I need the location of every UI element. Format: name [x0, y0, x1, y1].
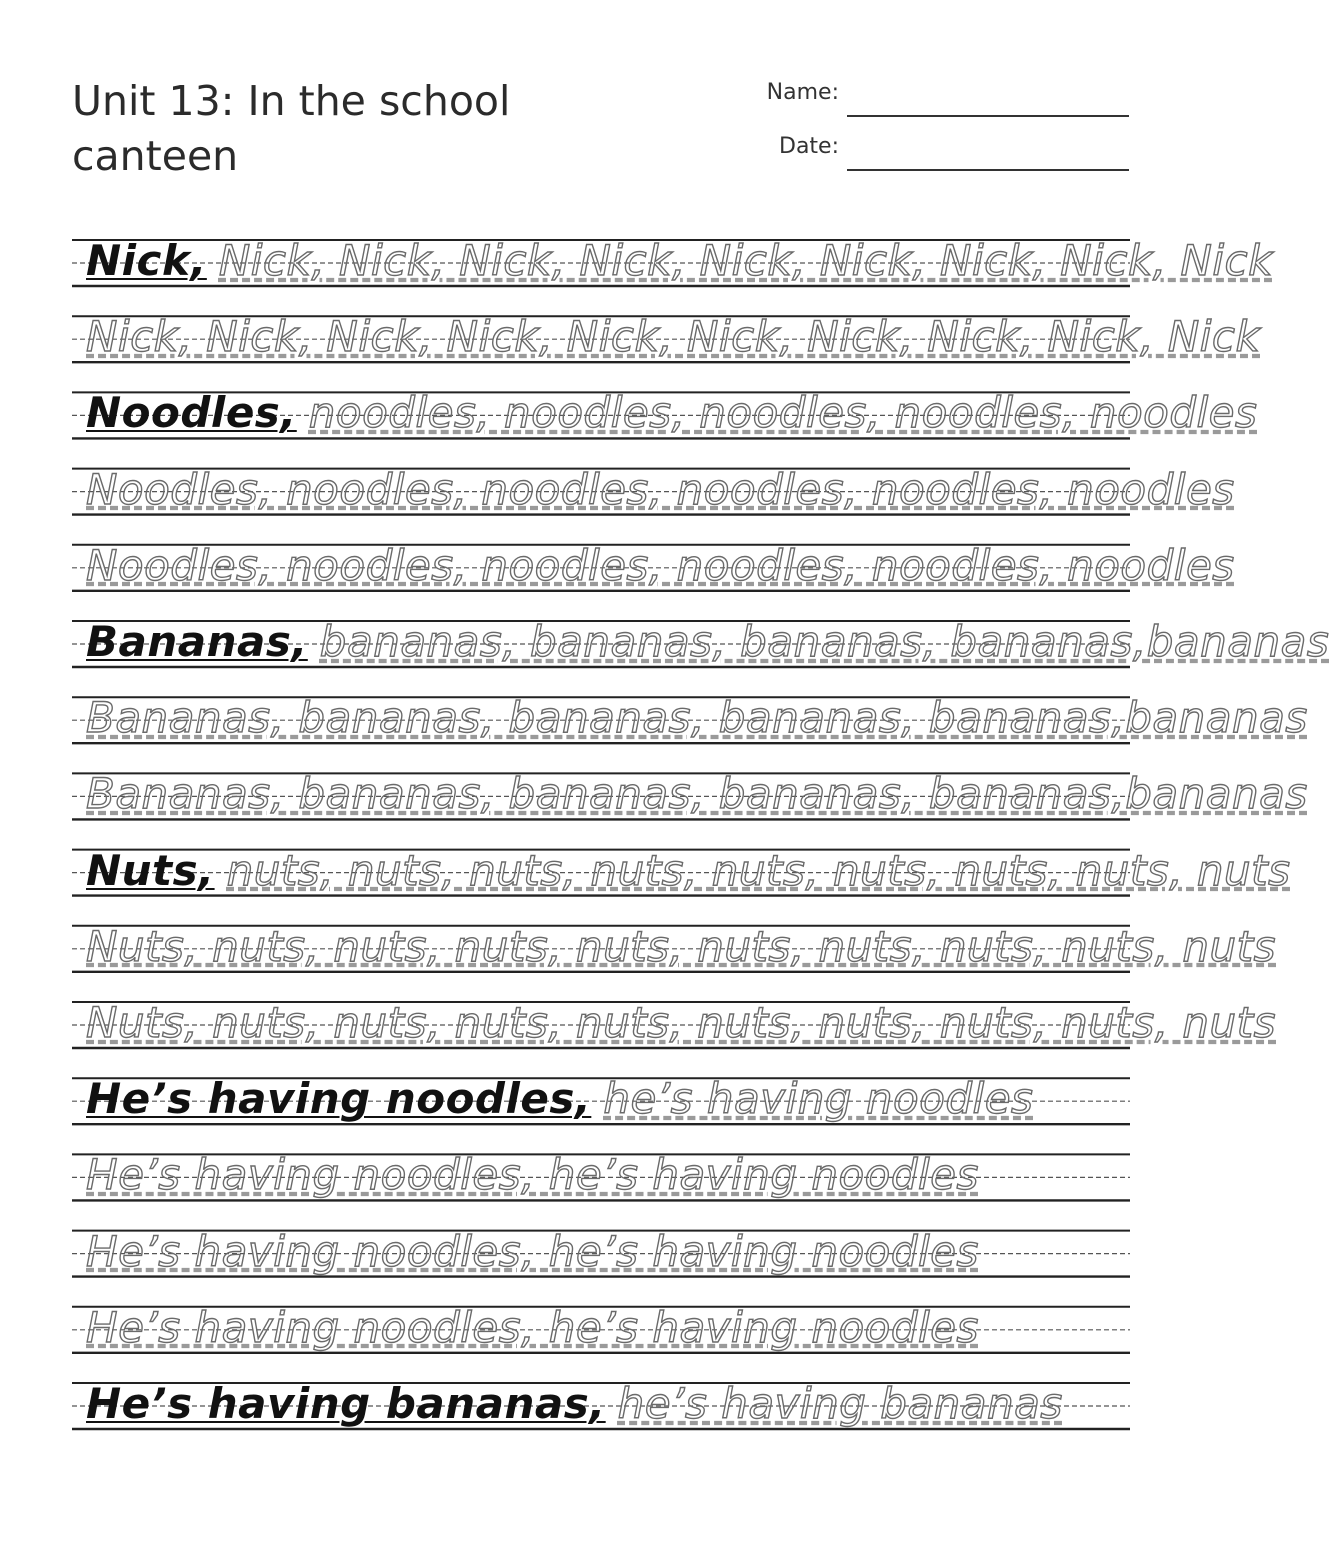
tracing-text: nuts, nuts, nuts, nuts, nuts, nuts, nuts, nuts, nuts	[226, 845, 1291, 895]
name-label: Name:	[766, 80, 839, 105]
tracing-text: He’s having noodles, he’s having noodles	[86, 1302, 979, 1352]
tracing-text: Noodles, noodles, noodles, noodles, noodles, noodles	[86, 540, 1235, 590]
tracing-text: Bananas, bananas, bananas, bananas, bananas,bananas	[86, 693, 1308, 743]
practice-row	[86, 767, 1308, 821]
model-word: Noodles,	[86, 388, 297, 438]
practice-row	[86, 539, 1235, 593]
model-word: He’s having bananas,	[86, 1379, 606, 1428]
tracing-text: he’s having noodles	[603, 1074, 1034, 1124]
date-label: Date:	[779, 134, 839, 159]
practice-row	[86, 691, 1308, 745]
practice-row	[86, 1377, 1130, 1431]
practice-row	[86, 310, 1261, 364]
tracing-text: he’s having bananas	[617, 1379, 1063, 1428]
tracing-text: Bananas, bananas, bananas, bananas, bananas,bananas	[86, 769, 1308, 819]
model-word: Nick,	[86, 236, 207, 285]
tracing-text: Nick, Nick, Nick, Nick, Nick, Nick, Nick, Nick, Nick, Nick	[86, 312, 1261, 362]
practice-row	[86, 386, 1258, 440]
tracing-text: Noodles, noodles, noodles, noodles, noodles, noodles	[86, 464, 1235, 514]
practice-row	[86, 1072, 1130, 1126]
tracing-text: He’s having noodles, he’s having noodles	[86, 1150, 979, 1200]
tracing-text: Nick, Nick, Nick, Nick, Nick, Nick, Nick, Nick, Nick	[218, 236, 1273, 285]
tracing-text: bananas, bananas, bananas, bananas,bananas	[319, 617, 1329, 666]
practice-row	[86, 1148, 1130, 1202]
tracing-text: Nuts, nuts, nuts, nuts, nuts, nuts, nuts, nuts, nuts, nuts	[86, 998, 1276, 1047]
practice-row	[86, 1225, 1130, 1279]
practice-row	[86, 615, 1329, 669]
practice-row	[86, 996, 1276, 1050]
worksheet-title: Unit 13: In the school canteen	[72, 77, 511, 180]
practice-row	[86, 844, 1291, 898]
tracing-text: Nuts, nuts, nuts, nuts, nuts, nuts, nuts, nuts, nuts, nuts	[86, 921, 1276, 971]
practice-row	[86, 920, 1276, 974]
tracing-text: He’s having noodles, he’s having noodles	[86, 1226, 979, 1276]
practice-row	[86, 234, 1273, 288]
practice-row	[86, 463, 1235, 517]
model-word: Nuts,	[86, 845, 215, 895]
model-word: He’s having noodles,	[86, 1074, 592, 1124]
practice-row	[86, 1301, 1130, 1355]
model-word: Bananas,	[86, 617, 308, 666]
tracing-text: noodles, noodles, noodles, noodles, noodles	[308, 388, 1258, 438]
